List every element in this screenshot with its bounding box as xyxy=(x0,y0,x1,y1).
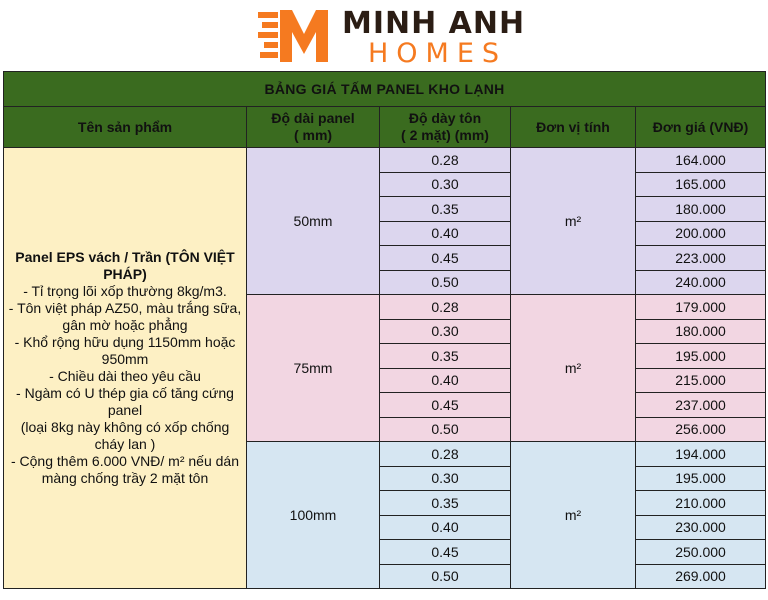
brand-logo xyxy=(258,6,526,69)
panel-length-cell: 50mm xyxy=(247,148,380,295)
price-cell: 269.000 xyxy=(636,564,766,589)
product-spec-line: - Cộng thêm 6.000 VNĐ/ m² nếu dán màng chống trầy 2 mặt tôn xyxy=(10,453,239,486)
thickness-cell: 0.28 xyxy=(380,442,511,467)
thickness-cell: 0.40 xyxy=(380,368,511,393)
price-cell: 180.000 xyxy=(636,319,766,344)
unit-cell: m² xyxy=(511,295,636,442)
price-cell: 250.000 xyxy=(636,540,766,565)
header-thickness xyxy=(380,107,511,148)
price-cell: 215.000 xyxy=(636,368,766,393)
thickness-cell: 0.35 xyxy=(380,344,511,369)
header-line: ( 2 mặt) (mm) xyxy=(401,127,489,143)
header-length xyxy=(247,107,380,148)
thickness-cell: 0.35 xyxy=(380,197,511,222)
panel-length-cell: 75mm xyxy=(247,295,380,442)
price-cell: 195.000 xyxy=(636,344,766,369)
product-title: Panel EPS vách / Trần (TÔN VIỆT PHÁP) xyxy=(15,249,235,282)
header-line: Độ dày tôn xyxy=(408,110,482,126)
header-unit: Đơn vị tính xyxy=(511,107,636,148)
header-line: ( mm) xyxy=(293,127,333,143)
price-cell: 223.000 xyxy=(636,246,766,271)
thickness-cell: 0.45 xyxy=(380,540,511,565)
product-spec-line: - Tỉ trọng lõi xốp thường 8kg/m3. xyxy=(23,283,227,299)
product-spec-line: (loại 8kg này không có xốp chống cháy lan ) xyxy=(20,419,230,452)
thickness-cell: 0.30 xyxy=(380,319,511,344)
unit-cell: m² xyxy=(511,148,636,295)
price-cell: 180.000 xyxy=(636,197,766,222)
thickness-cell: 0.50 xyxy=(380,564,511,589)
header-product: Tên sản phẩm xyxy=(4,107,247,148)
price-cell: 165.000 xyxy=(636,172,766,197)
price-cell: 237.000 xyxy=(636,393,766,418)
product-description xyxy=(4,148,247,589)
thickness-cell: 0.50 xyxy=(380,417,511,442)
thickness-cell: 0.45 xyxy=(380,393,511,418)
table-body xyxy=(4,148,766,589)
thickness-cell: 0.30 xyxy=(380,172,511,197)
price-cell: 210.000 xyxy=(636,491,766,516)
price-cell: 164.000 xyxy=(636,148,766,173)
product-spec-line: - Khổ rộng hữu dụng 1150mm hoặc 950mm xyxy=(14,334,236,367)
product-spec-line: - Chiều dài theo yêu cầu xyxy=(49,368,201,384)
table-title: BẢNG GIÁ TẤM PANEL KHO LẠNH xyxy=(4,72,766,107)
thickness-cell: 0.40 xyxy=(380,221,511,246)
thickness-cell: 0.30 xyxy=(380,466,511,491)
thickness-cell: 0.28 xyxy=(380,148,511,173)
price-cell: 195.000 xyxy=(636,466,766,491)
price-cell: 240.000 xyxy=(636,270,766,295)
table-row xyxy=(4,148,766,173)
panel-length-cell: 100mm xyxy=(247,442,380,589)
panel-price-table xyxy=(3,71,766,589)
product-spec-line: - Ngàm có U thép gia cố tăng cứng panel xyxy=(16,385,234,418)
unit-cell: m² xyxy=(511,442,636,589)
thickness-cell: 0.35 xyxy=(380,491,511,516)
price-cell: 256.000 xyxy=(636,417,766,442)
brand-name-bottom: HOMES xyxy=(368,38,508,69)
thickness-cell: 0.45 xyxy=(380,246,511,271)
price-cell: 200.000 xyxy=(636,221,766,246)
price-cell: 194.000 xyxy=(636,442,766,467)
minh-anh-m-logo-icon xyxy=(258,8,334,64)
thickness-cell: 0.40 xyxy=(380,515,511,540)
header-line: Độ dài panel xyxy=(271,110,355,126)
product-spec-line: - Tôn việt pháp AZ50, màu trắng sữa, gân mờ hoặc phẳng xyxy=(8,300,242,333)
price-cell: 179.000 xyxy=(636,295,766,320)
price-cell: 230.000 xyxy=(636,515,766,540)
thickness-cell: 0.50 xyxy=(380,270,511,295)
thickness-cell: 0.28 xyxy=(380,295,511,320)
brand-name-top: MINH ANH xyxy=(342,6,526,41)
header-price: Đơn giá (VNĐ) xyxy=(636,107,766,148)
